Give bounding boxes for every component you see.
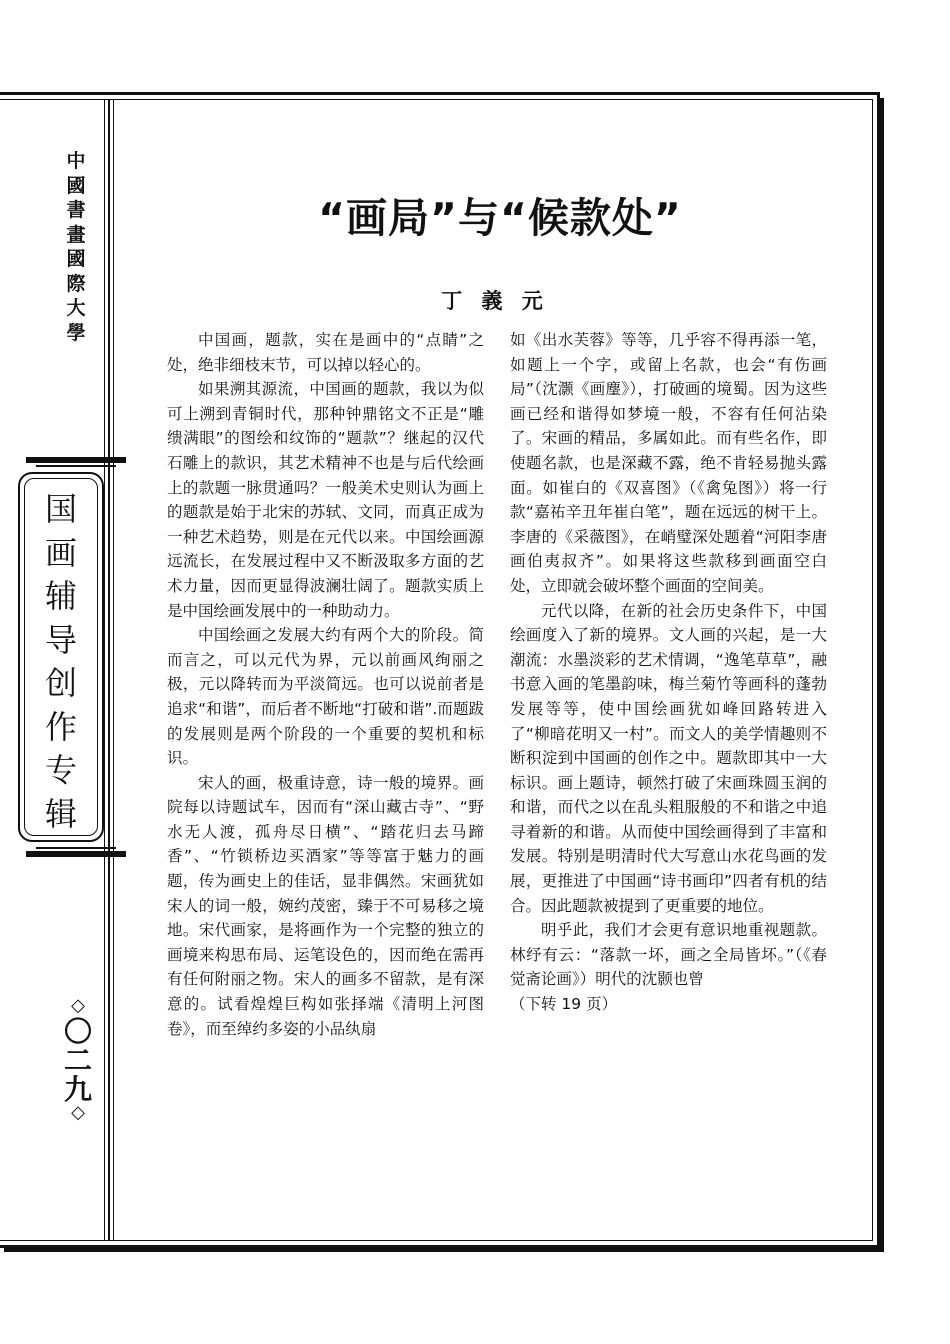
paragraph: 元代以降，在新的社会历史条件下，中国绘画度入了新的境界。文人画的兴起，是一大潮流：水墨淡彩的艺术情调，“逸笔草草”，融书意入画的笔墨韵味，梅兰菊竹等画科的蓬勃发展等等，使中国绘画犹如峰回路转进入了“柳暗花明又一村”。而文人的美学情趣则不断积淀到中国画的创作之中。题款即其中一大标识。画上题诗，顿然打破了宋画珠圆玉润的和谐，而代之以在乱头粗服般的不和谐之中追寻着新的和谐。从而使中国绘画得到了丰富和发展。特别是明清时代大写意山水花鸟画的发展，更推进了中国画“诗书画印”四者有机的结合。因此题款被提到了更重要的地位。 [510, 601, 827, 915]
column-label-box [18, 472, 104, 842]
frame-shadow-right [880, 98, 884, 1250]
diamond-icon: ◇ [71, 995, 85, 1016]
paragraph: 中国画，题款，实在是画中的“点睛”之处，绝非细枝末节，可以掉以轻心的。 [167, 331, 484, 374]
article-author: 丁 義 元 [441, 288, 549, 313]
paragraph: 如果溯其源流，中国画的题款，我以为似可上溯到青铜时代，那种钟鼎铭文不正是“雕缋满眼”的图绘和纹饰的“题款”？继起的汉代石雕上的款识，其艺术精神不也是与后代绘画上的款题一脉贯通吗？一般美术史则认为画上的题款是始于北宋的苏轼、文同，而真正成为一种艺术趋势，则是在元代以来。中国绘画源远流长，在发展过程中又不断汲取多方面的艺术力量，因而更显得波澜壮阔了。题款实质上是中国绘画发展中的一种助动力。 [167, 380, 484, 620]
sidebar-rule [104, 99, 105, 1241]
school-name [66, 149, 86, 345]
column-char: 作 [44, 707, 77, 746]
column-ornament-bottom [26, 851, 126, 857]
sidebar [0, 99, 132, 1241]
column-char: 国 [44, 490, 77, 528]
text-column-right [510, 328, 827, 1017]
school-char: 學 [66, 321, 86, 344]
diamond-icon: ◇ [71, 1102, 85, 1123]
column-char: 画 [44, 533, 77, 572]
paragraph: 明乎此，我们才会更有意识地重视题款。林纾有云：“落款一坏，画之全局皆坏。”（《春觉斋论画》）明代的沈颢也曾 [510, 921, 827, 989]
text-column-left [167, 328, 484, 1041]
page-number-char: 〇 [63, 1015, 92, 1048]
page-number [62, 997, 94, 1124]
paragraph: 宋人的画，极重诗意，诗一般的境界。画院每以诗题试车，因而有“深山藏古寺”、“野水无人渡，孤舟尽日横”、“踏花归去马蹄香”、“竹锁桥边买酒家”等等富于魅力的画题，传为画史上的佳话，显非偶然。宋画犹如宋人的词一般，婉约茂密，臻于不可易移之境地。宋代画家，是将画作为一个完整的独立的画境来构思布局、运笔设色的，因而绝在需再有任何附丽之物。宋人的画多不留款，是有深意的。试看煌煌巨构如张择端《清明上河图卷》，而至绰约多姿的小品纨扇 [167, 773, 484, 1038]
sidebar-rule [113, 99, 114, 1241]
page-number-char: 九 [63, 1073, 92, 1106]
school-char: 書 [66, 199, 86, 221]
column-char: 创 [44, 664, 77, 702]
frame-shadow-bottom [4, 1248, 884, 1252]
school-char: 中 [66, 150, 86, 172]
school-char: 畫 [66, 223, 86, 246]
column-char: 专 [44, 751, 77, 789]
sidebar-rule [108, 99, 110, 1241]
column-char: 辅 [44, 577, 77, 615]
column-ornament-top [26, 457, 126, 463]
continuation-note: （下转 19 页） [510, 995, 618, 1014]
school-char: 大 [66, 297, 86, 319]
paragraph: 如《出水芙蓉》等等，几乎容不得再添一笔，如题上一个字，或留上名款，也会“有伤画局”（沈灏《画麈》），打破画的境蜀。因为这些画已经和谐得如梦境一般，不容有任何沾染了。宋画的精品，多属如此。而有些名作，即使题名款，也是深藏不露，绝不肯轻易抛头露面。如崔白的《双喜图》（《禽兔图》）将一行款“嘉祐辛丑年崔白笔”，题在远远的树干上。李唐的《采薇图》，在峭璧深处题着“河阳李唐画伯夷叔齐”。如果将这些款移到画面空白处，立即就会破坏整个画面的空间美。 [510, 331, 827, 595]
paragraph: 中国绘画之发展大约有两个大的阶段。简而言之，可以元代为界，元以前画风绚丽之极，元以降转而为平淡简远。也可以说前者是追求“和谐”，而后者不断地“打破和谐”.而题跋的发展则是两个阶段的一个重要的契机和标识。 [167, 626, 484, 768]
column-char: 辑 [44, 794, 77, 833]
column-label [20, 488, 102, 836]
school-char: 國 [66, 248, 86, 270]
school-char: 際 [66, 272, 86, 295]
school-char: 國 [66, 174, 86, 197]
page-number-char: 二 [63, 1044, 92, 1077]
article-title: “画局”与“候款处” [318, 194, 682, 242]
column-char: 导 [44, 620, 77, 659]
